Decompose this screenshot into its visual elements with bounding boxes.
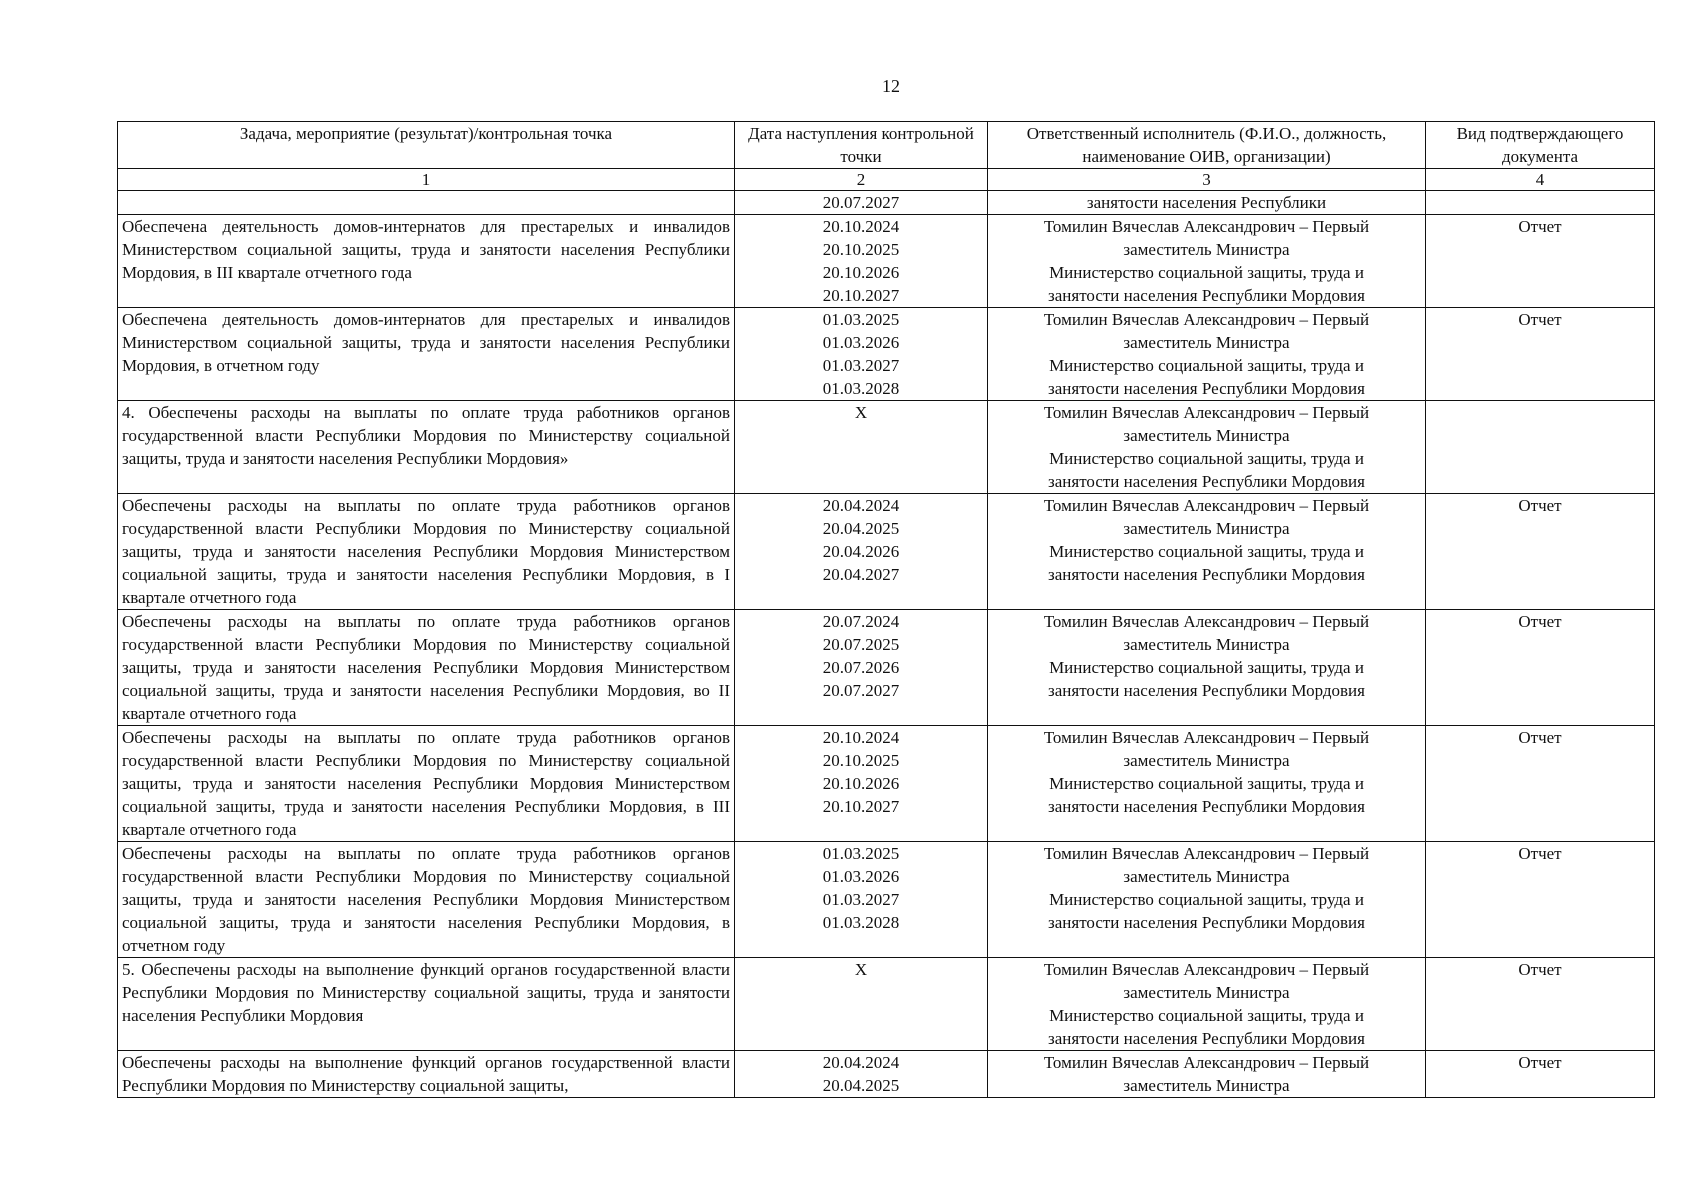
date-cell xyxy=(735,401,988,494)
header-document: Вид подтверждающего документа xyxy=(1426,122,1655,169)
task-cell: Обеспечена деятельность домов-интернатов для престарелых и инвалидов Министерством социальной защиты, труда и занятости населения Республики Мордовия, в III квартале отчетного года xyxy=(118,215,735,308)
document-type-cell: Отчет xyxy=(1426,1051,1655,1098)
control-date: 20.04.2025 xyxy=(822,519,900,538)
date-cell xyxy=(735,215,988,308)
page-number: 12 xyxy=(882,76,900,96)
task-cell: 4. Обеспечены расходы на выплаты по оплате труда работников органов государственной власти Республики Мордовия по Министерству социальной защиты, труда и занятости населения Республики Мордовия» xyxy=(118,401,735,494)
table-row xyxy=(118,308,1655,401)
control-date: 01.03.2025 xyxy=(822,844,900,863)
control-date: 20.10.2025 xyxy=(822,240,900,259)
date-cell xyxy=(735,494,988,610)
responsible-line: занятости населения Республики Мордовия xyxy=(1048,379,1365,398)
responsible-cell xyxy=(988,215,1426,308)
control-points-table xyxy=(117,121,1655,1098)
control-date: 20.10.2027 xyxy=(822,797,900,816)
control-date: 01.03.2027 xyxy=(822,890,900,909)
responsible-line: занятости населения Республики Мордовия xyxy=(1048,565,1365,584)
document-type-cell: Отчет xyxy=(1426,215,1655,308)
date-cell xyxy=(735,726,988,842)
responsible-line: Министерство социальной защиты, труда и xyxy=(1049,263,1364,282)
table-row xyxy=(118,842,1655,958)
control-date: 20.10.2026 xyxy=(822,263,900,282)
document-type-cell: Отчет xyxy=(1426,726,1655,842)
responsible-line: Томилин Вячеслав Александрович – Первый xyxy=(1043,612,1370,631)
control-date: 20.10.2026 xyxy=(822,774,900,793)
task-cell xyxy=(118,191,735,215)
responsible-line: Министерство социальной защиты, труда и xyxy=(1049,542,1364,561)
control-date: 01.03.2026 xyxy=(822,867,900,886)
control-date: 20.07.2027 xyxy=(822,681,900,700)
control-date: Х xyxy=(854,403,868,422)
responsible-cell xyxy=(988,726,1426,842)
header-date: Дата наступления контрольной точки xyxy=(735,122,988,169)
task-cell: Обеспечена деятельность домов-интернатов для престарелых и инвалидов Министерством социальной защиты, труда и занятости населения Республики Мордовия, в отчетном году xyxy=(118,308,735,401)
responsible-line: Томилин Вячеслав Александрович – Первый xyxy=(1043,310,1370,329)
control-date: 20.10.2024 xyxy=(822,217,900,236)
column-number: 3 xyxy=(988,169,1426,191)
date-cell xyxy=(735,308,988,401)
responsible-line: занятости населения Республики Мордовия xyxy=(1048,681,1365,700)
control-date: 20.04.2024 xyxy=(822,1053,900,1072)
control-date: 20.10.2025 xyxy=(822,751,900,770)
table-row xyxy=(118,1051,1655,1098)
responsible-line: Томилин Вячеслав Александрович – Первый xyxy=(1043,496,1370,515)
table-row xyxy=(118,191,1655,215)
control-date: 20.07.2024 xyxy=(822,612,900,631)
responsible-line: занятости населения Республики Мордовия xyxy=(1048,472,1365,491)
responsible-line: Томилин Вячеслав Александрович – Первый xyxy=(1043,217,1370,236)
control-date: 01.03.2028 xyxy=(822,379,900,398)
responsible-line: занятости населения Республики xyxy=(1086,193,1327,212)
date-cell xyxy=(735,958,988,1051)
responsible-line: Томилин Вячеслав Александрович – Первый xyxy=(1043,728,1370,747)
responsible-line: Томилин Вячеслав Александрович – Первый xyxy=(1043,403,1370,422)
table-row xyxy=(118,494,1655,610)
responsible-line: заместитель Министра xyxy=(1123,333,1290,352)
responsible-cell xyxy=(988,401,1426,494)
responsible-cell xyxy=(988,842,1426,958)
responsible-line: занятости населения Республики Мордовия xyxy=(1048,286,1365,305)
responsible-line: занятости населения Республики Мордовия xyxy=(1048,797,1365,816)
responsible-line: Министерство социальной защиты, труда и xyxy=(1049,774,1364,793)
document-type-cell xyxy=(1426,191,1655,215)
table-row xyxy=(118,958,1655,1051)
control-date: 20.04.2024 xyxy=(822,496,900,515)
responsible-line: Министерство социальной защиты, труда и xyxy=(1049,890,1364,909)
responsible-line: Министерство социальной защиты, труда и xyxy=(1049,1006,1364,1025)
document-type-cell xyxy=(1426,401,1655,494)
table-row xyxy=(118,726,1655,842)
column-numbers-row xyxy=(118,169,1655,191)
responsible-line: Министерство социальной защиты, труда и xyxy=(1049,449,1364,468)
document-type-cell: Отчет xyxy=(1426,842,1655,958)
column-number: 4 xyxy=(1426,169,1655,191)
control-date: 20.07.2027 xyxy=(822,193,900,212)
document-type-cell: Отчет xyxy=(1426,494,1655,610)
responsible-line: занятости населения Республики Мордовия xyxy=(1048,913,1365,932)
responsible-line: занятости населения Республики Мордовия xyxy=(1048,1029,1365,1048)
control-date: Х xyxy=(854,960,868,979)
responsible-line: заместитель Министра xyxy=(1123,983,1290,1002)
responsible-cell xyxy=(988,191,1426,215)
control-date: 20.04.2027 xyxy=(822,565,900,584)
control-date: 01.03.2026 xyxy=(822,333,900,352)
header-task: Задача, мероприятие (результат)/контрольная точка xyxy=(118,122,735,169)
responsible-cell xyxy=(988,494,1426,610)
column-number: 2 xyxy=(735,169,988,191)
responsible-cell xyxy=(988,1051,1426,1098)
date-cell xyxy=(735,842,988,958)
responsible-line: Томилин Вячеслав Александрович – Первый xyxy=(1043,844,1370,863)
table-row xyxy=(118,401,1655,494)
task-cell: Обеспечены расходы на выплаты по оплате труда работников органов государственной власти Республики Мордовия по Министерству социальной защиты, труда и занятости населения Республики Мордовия Министерством социальной защиты, труда и занятости населения Республики Мордовия, во II квартале отчетного года xyxy=(118,610,735,726)
document-type-cell: Отчет xyxy=(1426,308,1655,401)
responsible-line: заместитель Министра xyxy=(1123,635,1290,654)
task-cell: Обеспечены расходы на выплаты по оплате труда работников органов государственной власти Республики Мордовия по Министерству социальной защиты, труда и занятости населения Республики Мордовия Министерством социальной защиты, труда и занятости населения Республики Мордовия, в отчетном году xyxy=(118,842,735,958)
task-cell: Обеспечены расходы на выплаты по оплате труда работников органов государственной власти Республики Мордовия по Министерству социальной защиты, труда и занятости населения Республики Мордовия Министерством социальной защиты, труда и занятости населения Республики Мордовия, в I квартале отчетного года xyxy=(118,494,735,610)
document-type-cell: Отчет xyxy=(1426,958,1655,1051)
control-date: 20.04.2026 xyxy=(822,542,900,561)
responsible-line: заместитель Министра xyxy=(1123,240,1290,259)
responsible-line: заместитель Министра xyxy=(1123,426,1290,445)
date-cell xyxy=(735,191,988,215)
responsible-cell xyxy=(988,308,1426,401)
header-responsible: Ответственный исполнитель (Ф.И.О., должность, наименование ОИВ, организации) xyxy=(988,122,1426,169)
control-date: 01.03.2025 xyxy=(822,310,900,329)
task-cell: 5. Обеспечены расходы на выполнение функций органов государственной власти Республики Мордовия по Министерству социальной защиты, труда и занятости населения Республики Мордовия xyxy=(118,958,735,1051)
responsible-line: заместитель Министра xyxy=(1123,751,1290,770)
control-date: 20.07.2025 xyxy=(822,635,900,654)
responsible-line: Томилин Вячеслав Александрович – Первый xyxy=(1043,1053,1370,1072)
responsible-cell xyxy=(988,610,1426,726)
responsible-cell xyxy=(988,958,1426,1051)
task-cell: Обеспечены расходы на выплаты по оплате труда работников органов государственной власти Республики Мордовия по Министерству социальной защиты, труда и занятости населения Республики Мордовия Министерством социальной защиты, труда и занятости населения Республики Мордовия, в III квартале отчетного года xyxy=(118,726,735,842)
table-row xyxy=(118,610,1655,726)
document-type-cell: Отчет xyxy=(1426,610,1655,726)
table-header-row xyxy=(118,122,1655,169)
column-number: 1 xyxy=(118,169,735,191)
control-date: 20.07.2026 xyxy=(822,658,900,677)
table-row xyxy=(118,215,1655,308)
responsible-line: Томилин Вячеслав Александрович – Первый xyxy=(1043,960,1370,979)
task-cell: Обеспечены расходы на выполнение функций органов государственной власти Республики Мордовия по Министерству социальной защиты, xyxy=(118,1051,735,1098)
responsible-line: Министерство социальной защиты, труда и xyxy=(1049,356,1364,375)
responsible-line: заместитель Министра xyxy=(1123,519,1290,538)
control-date: 20.04.2025 xyxy=(822,1076,900,1095)
control-date: 20.10.2024 xyxy=(822,728,900,747)
date-cell xyxy=(735,610,988,726)
responsible-line: заместитель Министра xyxy=(1123,1076,1290,1095)
responsible-line: заместитель Министра xyxy=(1123,867,1290,886)
date-cell xyxy=(735,1051,988,1098)
control-date: 01.03.2027 xyxy=(822,356,900,375)
responsible-line: Министерство социальной защиты, труда и xyxy=(1049,658,1364,677)
control-date: 20.10.2027 xyxy=(822,286,900,305)
control-date: 01.03.2028 xyxy=(822,913,900,932)
